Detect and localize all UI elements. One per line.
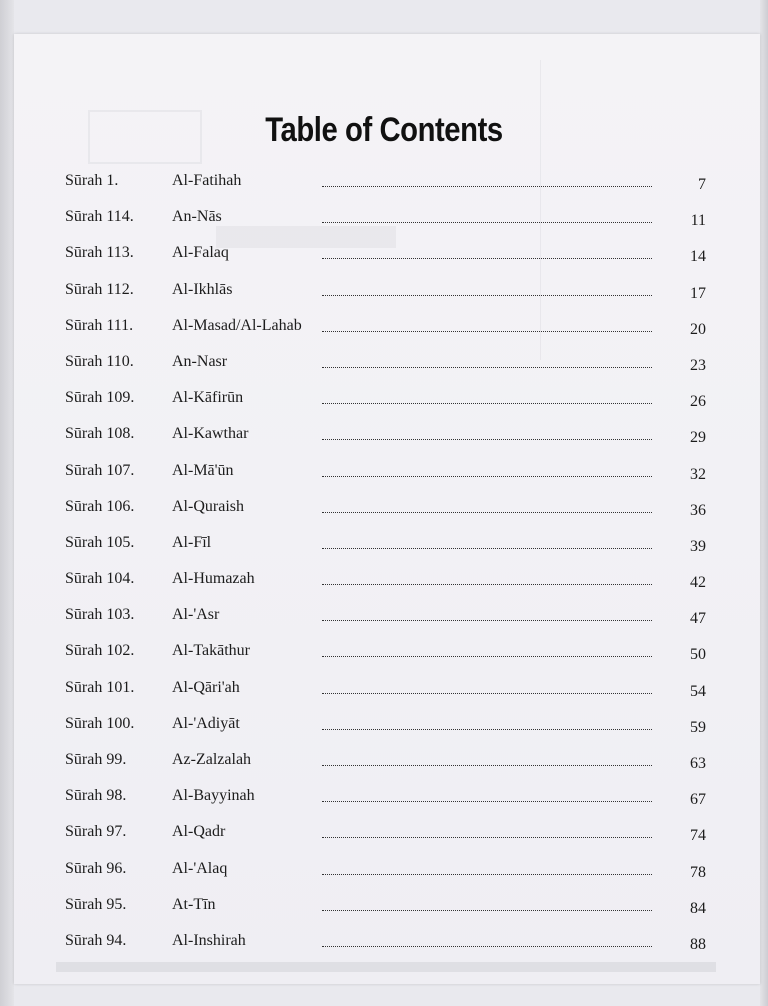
toc-row[interactable] <box>0 309 768 345</box>
surah-number: Sūrah 98. <box>65 787 127 805</box>
surah-number: Sūrah 94. <box>65 931 127 949</box>
surah-number: Sūrah 97. <box>65 823 127 841</box>
toc-row[interactable] <box>0 164 768 200</box>
surah-number: Sūrah 114. <box>65 208 134 226</box>
toc-row[interactable] <box>0 815 768 851</box>
dot-leader <box>322 546 652 549</box>
toc-row[interactable] <box>0 236 768 272</box>
dot-leader <box>322 691 652 694</box>
surah-name: Al-Mā'ūn <box>172 461 234 479</box>
page-number: 20 <box>690 320 706 338</box>
surah-name: Al-Ikhlās <box>172 280 233 298</box>
surah-number: Sūrah 99. <box>65 751 127 768</box>
dot-leader <box>322 799 652 802</box>
toc-row[interactable] <box>0 779 768 815</box>
surah-name: Al-Bayyinah <box>172 787 255 805</box>
surah-name: Al-'Asr <box>172 606 220 624</box>
surah-number: Sūrah 106. <box>65 497 135 515</box>
dot-leader <box>322 365 652 368</box>
page-number: 67 <box>690 791 706 809</box>
toc-row[interactable] <box>0 490 768 526</box>
toc-row[interactable] <box>0 924 768 960</box>
surah-name: Al-Kāfirūn <box>172 389 244 407</box>
toc-row[interactable] <box>0 888 768 924</box>
page-number: 39 <box>690 537 706 555</box>
surah-number: Sūrah 111. <box>65 316 134 334</box>
dot-leader <box>322 763 652 766</box>
page-number: 88 <box>690 935 706 953</box>
page-title: Table of Contents <box>265 110 503 149</box>
dot-leader <box>322 618 652 621</box>
surah-name: An-Nās <box>172 208 222 226</box>
toc-row[interactable] <box>0 381 768 417</box>
toc-row[interactable] <box>0 707 768 743</box>
surah-number: Sūrah 113. <box>65 244 134 262</box>
surah-number: Sūrah 100. <box>65 714 135 732</box>
surah-name: Al-Quraish <box>172 497 244 515</box>
surah-number: Sūrah 112. <box>65 280 134 298</box>
toc-row[interactable] <box>0 454 768 490</box>
surah-number: Sūrah 110. <box>65 352 134 370</box>
surah-name: Al-'Alaq <box>172 859 228 877</box>
dot-leader <box>322 184 652 187</box>
toc-row[interactable] <box>0 852 768 888</box>
toc-row[interactable] <box>0 671 768 707</box>
surah-name: At-Tīn <box>172 895 216 913</box>
toc-row[interactable] <box>0 273 768 309</box>
surah-name: Al-Fatihah <box>172 172 242 189</box>
surah-number: Sūrah 109. <box>65 389 135 407</box>
surah-name: Al-Fīl <box>172 533 212 551</box>
page-number: 84 <box>690 899 706 917</box>
dot-leader <box>322 437 652 440</box>
dot-leader <box>322 727 652 730</box>
page-number: 59 <box>690 718 706 736</box>
page-number: 47 <box>690 610 706 628</box>
toc-row[interactable] <box>0 598 768 634</box>
surah-name: Az-Zalzalah <box>172 751 252 768</box>
page-number: 32 <box>690 465 706 483</box>
surah-name: Al-Inshirah <box>172 931 246 949</box>
page-number: 7 <box>698 176 706 193</box>
dot-leader <box>322 872 652 875</box>
surah-name: Al-Qāri'ah <box>172 678 240 696</box>
surah-number: Sūrah 105. <box>65 533 135 551</box>
dot-leader <box>322 908 652 911</box>
table-of-contents <box>0 164 768 960</box>
page-number: 17 <box>690 284 706 302</box>
dot-leader <box>322 510 652 513</box>
page-number: 63 <box>690 755 706 772</box>
surah-name: Al-Falaq <box>172 244 229 262</box>
page-number: 23 <box>690 356 706 374</box>
surah-number: Sūrah 108. <box>65 425 135 443</box>
toc-row[interactable] <box>0 743 768 779</box>
surah-name: Al-'Adiyāt <box>172 714 240 732</box>
toc-row[interactable] <box>0 562 768 598</box>
surah-number: Sūrah 1. <box>65 172 119 189</box>
page-number: 29 <box>690 429 706 447</box>
page-number: 14 <box>690 248 706 266</box>
page-number: 36 <box>690 501 706 519</box>
surah-name: An-Nasr <box>172 352 228 370</box>
dot-leader <box>322 474 652 477</box>
bottom-scan-band <box>56 962 716 972</box>
toc-row[interactable] <box>0 345 768 381</box>
surah-name: Al-Masad/Al-Lahab <box>172 316 302 334</box>
toc-row[interactable] <box>0 417 768 453</box>
dot-leader <box>322 401 652 404</box>
page-number: 11 <box>690 212 706 230</box>
dot-leader <box>322 654 652 657</box>
page-number: 78 <box>690 863 706 881</box>
dot-leader <box>322 944 652 947</box>
surah-name: Al-Takāthur <box>172 642 250 660</box>
surah-number: Sūrah 104. <box>65 570 135 588</box>
dot-leader <box>322 329 652 332</box>
dot-leader <box>322 835 652 838</box>
surah-number: Sūrah 96. <box>65 859 127 877</box>
surah-number: Sūrah 103. <box>65 606 135 624</box>
page-number: 74 <box>690 827 706 845</box>
surah-number: Sūrah 107. <box>65 461 135 479</box>
dot-leader <box>322 293 652 296</box>
surah-name: Al-Qadr <box>172 823 226 841</box>
surah-name: Al-Kawthar <box>172 425 249 443</box>
dot-leader <box>322 256 652 259</box>
surah-name: Al-Humazah <box>172 570 255 588</box>
page-number: 26 <box>690 393 706 411</box>
page-number: 42 <box>690 574 706 592</box>
surah-number: Sūrah 95. <box>65 895 127 913</box>
toc-row[interactable] <box>0 634 768 670</box>
surah-number: Sūrah 102. <box>65 642 135 660</box>
toc-row[interactable] <box>0 200 768 236</box>
toc-row[interactable] <box>0 526 768 562</box>
dot-leader <box>322 582 652 585</box>
dot-leader <box>322 220 652 223</box>
page-number: 54 <box>690 682 706 700</box>
page-number: 50 <box>690 646 706 664</box>
surah-number: Sūrah 101. <box>65 678 135 696</box>
